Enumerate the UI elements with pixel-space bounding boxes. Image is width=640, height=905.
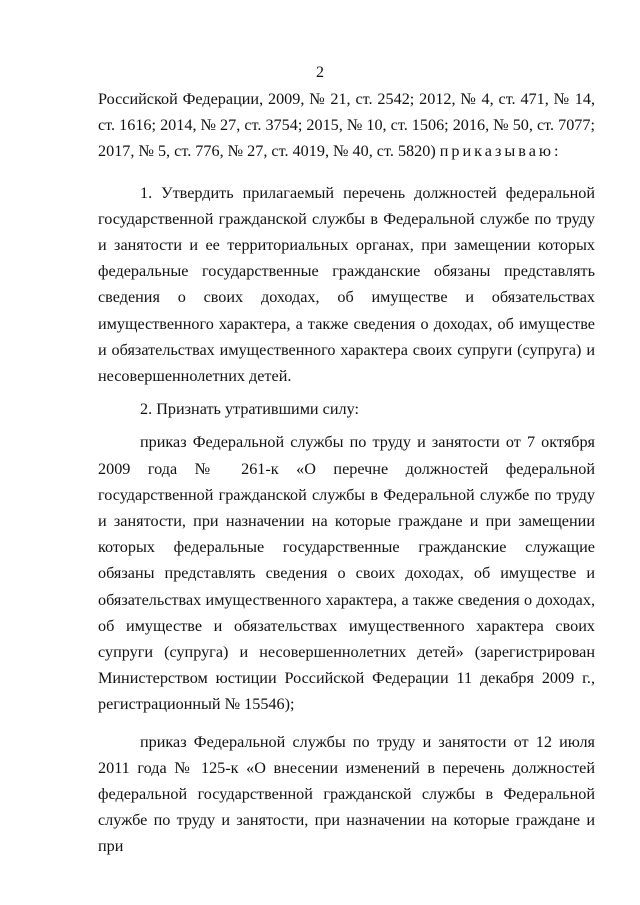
document-body [98, 86, 595, 860]
intro-text: Российской Федерации, 2009, № 21, ст. 2542; 2012, № 4, ст. 471, № 14, ст. 1616; 2014, № 27, ст. 3754; 2015, № 10, ст. 1506; 2016, № 50, ст. 7077; 2017, № 5, ст. 776, № 27, ст. 4019, № 40, ст. 5820) [98, 90, 595, 161]
paragraph-order-125: приказ Федеральной службы по труду и занятости от 12 июля 2011 года № 125-к «О внесении изменений в перечень должностей федеральной государственной гражданской службы в Федеральной службе по труду и занятости, при назначении на которые граждане и при [98, 732, 595, 856]
order-word: приказываю: [439, 142, 562, 161]
intro-paragraph [98, 86, 595, 165]
paragraph-repeal-heading: 2. Признать утратившими силу: [140, 400, 359, 419]
paragraph-approve: 1. Утвердить прилагаемый перечень должностей федеральной государственной гражданской службы в Федеральной службе по труду и занятости и ее территориальных органах, при замещении которых федеральные государственные гражданские обязаны представлять сведения о своих доходах, об имуществе и обязательствах имущественного характера, а также сведения о доходах, об имуществе и обязательствах имущественного характера своих супруги (супруга) и несовершеннолетних детей. [98, 183, 595, 386]
page-number: 2 [316, 64, 324, 81]
paragraph-order-261: приказ Федеральной службы по труду и занятости от 7 октября 2009 года № 261-к «О перечне должностей федеральной государственной гражданской службы в Федеральной службе по труду и занятости, при назначении на которые граждане и при замещении которых федеральные государственные гражданские служащие обязаны представлять сведения о своих доходах, об имуществе и обязательствах имущественного характера, а также сведения о доходах, об имуществе и обязательствах имущественного характера своих супруги (супруга) и несовершеннолетних детей» (зарегистрирован Министерством юстиции Российской Федерации 11 декабря 2009 г., регистрационный № 15546); [98, 433, 595, 714]
